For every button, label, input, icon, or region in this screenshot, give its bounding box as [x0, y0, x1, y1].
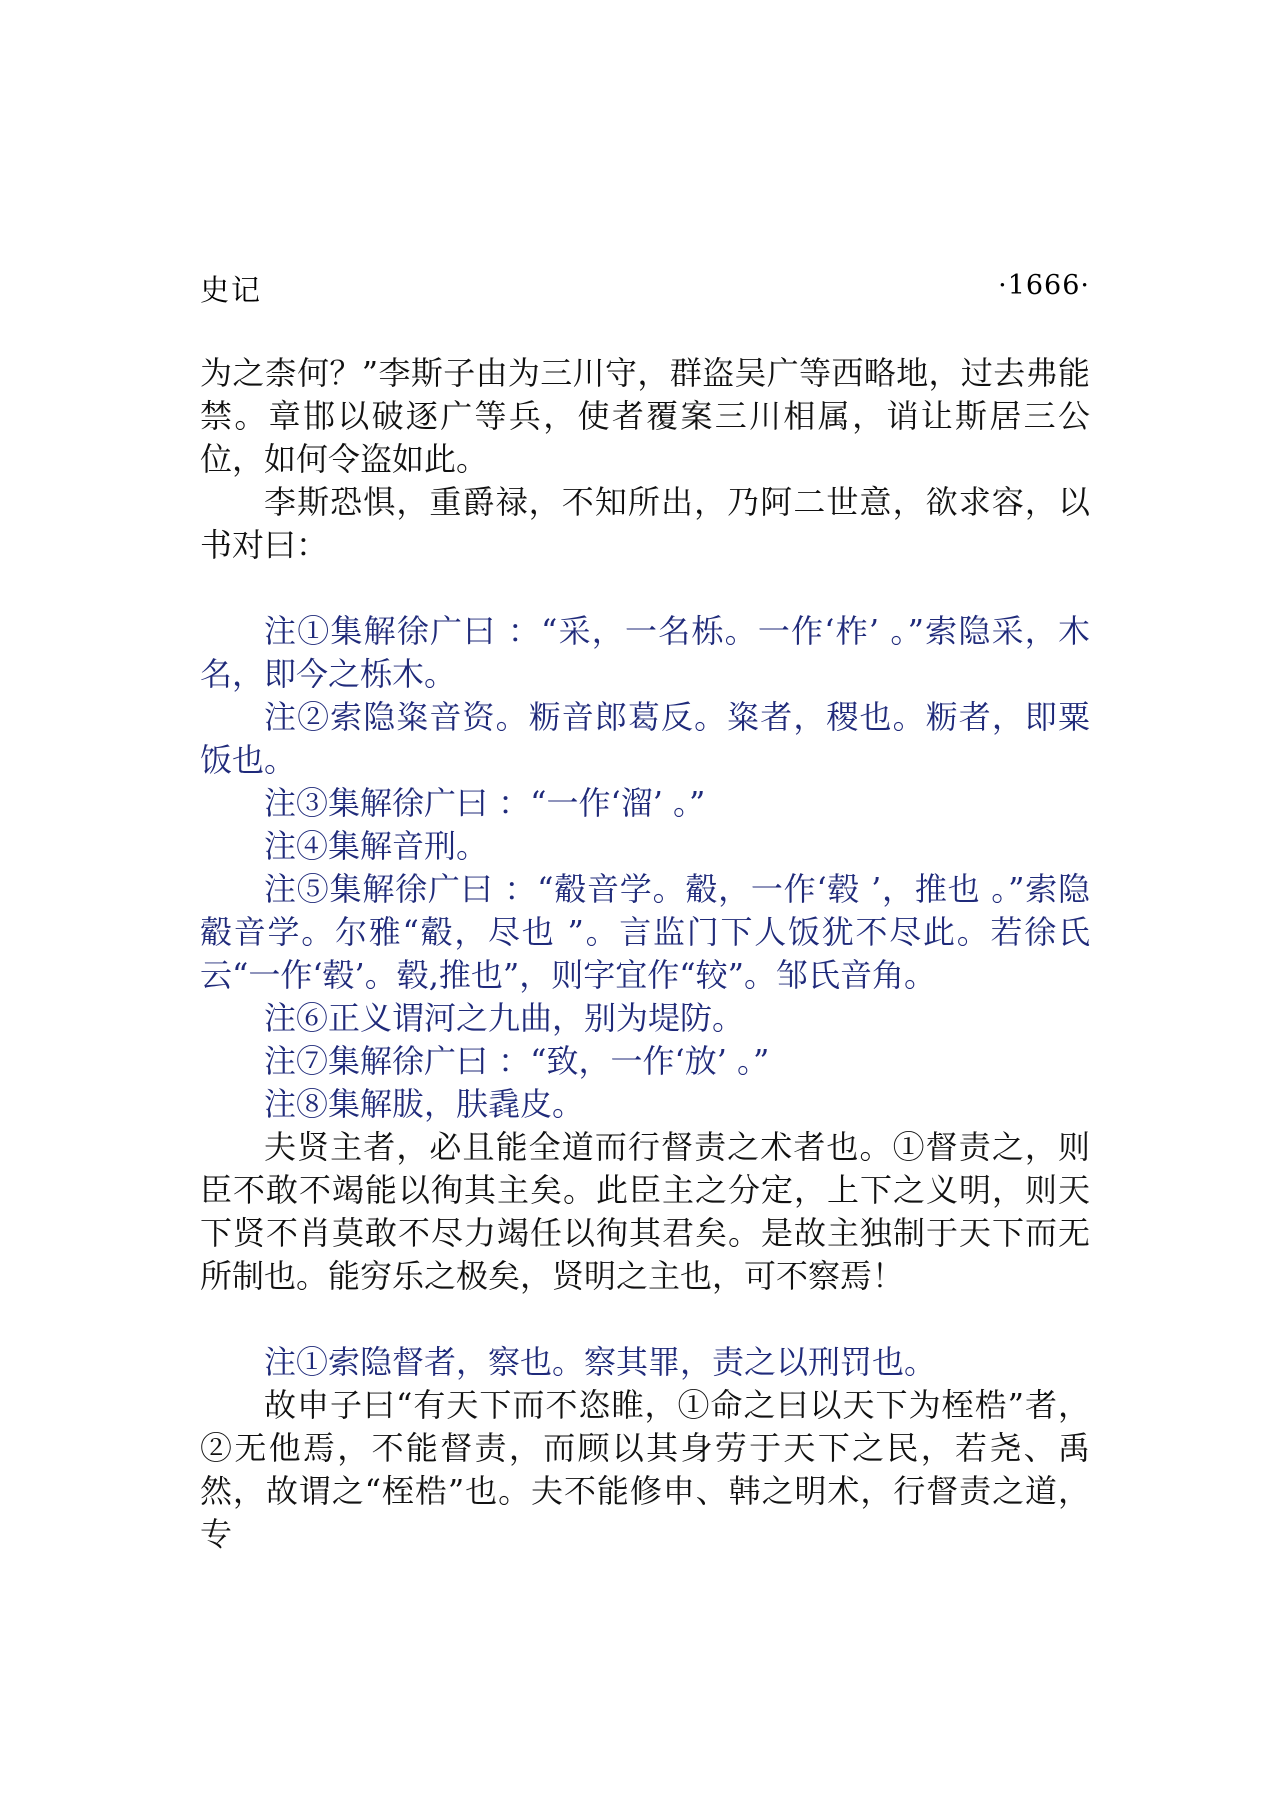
page-number: ·1666· — [998, 270, 1090, 301]
book-title: 史记 — [200, 273, 263, 307]
paragraph-gap — [200, 567, 1090, 610]
page-header — [200, 268, 1090, 308]
annotation-note: 注①索隐督者，察也。察其罪，责之以刑罚也。 — [264, 1343, 937, 1381]
page-body — [200, 352, 1090, 1556]
annotation-note: 注③集解徐广曰 ：“一作‘溜’ 。” — [264, 784, 706, 822]
annotation-note: 注⑧集解胈，肤毳皮。 — [264, 1085, 585, 1123]
paragraph-gap — [200, 1298, 1090, 1341]
body-paragraph: 李斯恐惧，重爵禄，不知所出，乃阿二世意，欲求容，以书对曰： — [200, 483, 1090, 564]
annotation-note: 注①集解徐广曰 ：“采，一名栎。一作‘柞’ 。”索隐采，木名，即今之栎木。 — [200, 612, 1090, 693]
annotation-note: 注②索隐粢音资。粝音郎葛反。粢者，稷也。粝者，即粟饭也。 — [200, 698, 1090, 779]
body-paragraph: 夫贤主者，必且能全道而行督责之术者也。①督责之，则臣不敢不竭能以徇其主矣。此臣主之分定，上下之义明，则天下贤不肖莫敢不尽力竭任以徇其君矣。是故主独制于天下而无所制也。能穷乐之极矣，贤明之主也，可不察焉！ — [200, 1128, 1090, 1295]
body-paragraph: 故申子曰“有天下而不恣睢，①命之曰以天下为桎梏”者，②无他焉，不能督责，而顾以其身劳于天下之民，若尧、禹然，故谓之“桎梏”也。夫不能修申、韩之明术，行督责之道，专 — [200, 1386, 1090, 1553]
annotation-note: 注④集解音刑。 — [264, 827, 489, 865]
annotation-note: 注⑤集解徐广曰 ：“觳音学。觳，一作‘毂 ’，推也 。”索隐觳音学。尔雅“觳，尽也 ”。言监门下人饭犹不尽此。若徐氏云“一作‘毂’。毂,推也”，则字宜作“较”。邹氏音角。 — [200, 870, 1090, 994]
body-paragraph: 为之柰何？”李斯子由为三川守，群盗吴广等西略地，过去弗能禁。章邯以破逐广等兵，使者覆案三川相属，诮让斯居三公位，如何令盗如此。 — [200, 354, 1090, 478]
annotation-note: 注⑥正义谓河之九曲，别为堤防。 — [264, 999, 745, 1037]
annotation-note: 注⑦集解徐广曰 ：“致，一作‘放’ 。” — [264, 1042, 770, 1080]
